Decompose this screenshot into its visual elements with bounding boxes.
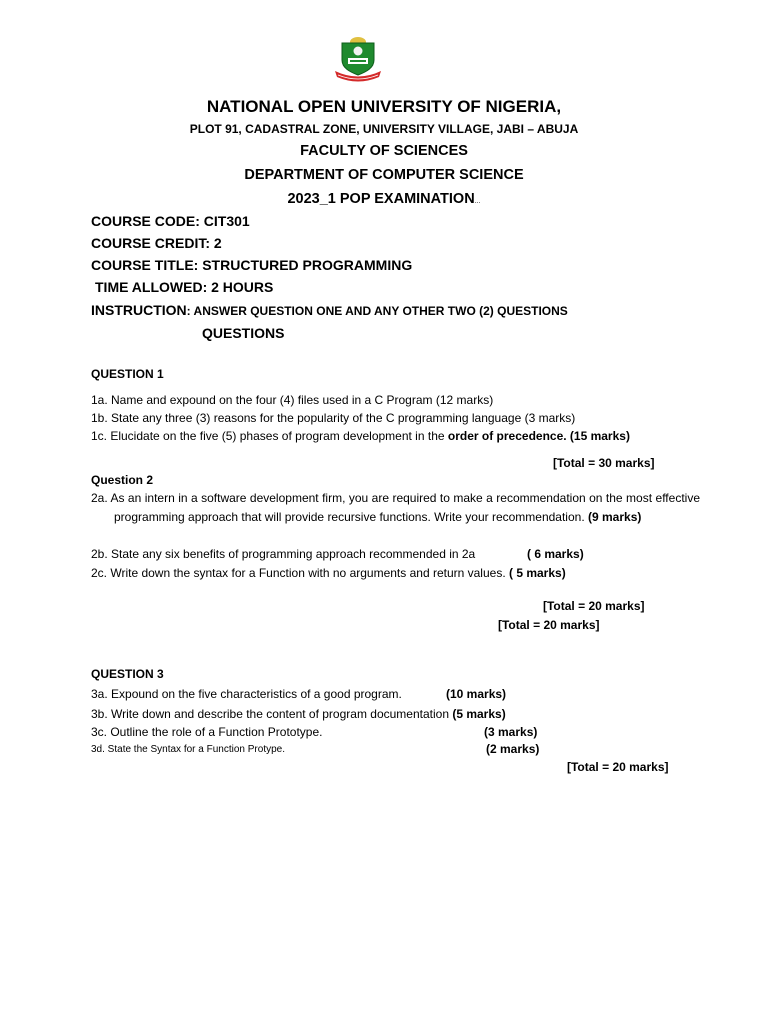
- question-1b: 1b. State any three (3) reasons for the popularity of the C programming language (3 marks): [91, 411, 576, 425]
- course-code: COURSE CODE: CIT301: [91, 213, 250, 229]
- question-2b: 2b. State any six benefits of programming approach recommended in 2a: [91, 547, 476, 561]
- question-1-heading: QUESTION 1: [91, 367, 164, 381]
- question-2-total-repeat: [Total = 20 marks]: [498, 618, 600, 632]
- question-3c: 3c. Outline the role of a Function Prototype.: [91, 725, 323, 739]
- university-address: PLOT 91, CADASTRAL ZONE, UNIVERSITY VILLAGE, JABI – ABUJA: [189, 122, 579, 136]
- question-2b-marks: ( 6 marks): [527, 547, 584, 561]
- question-3c-marks: (3 marks): [484, 725, 538, 739]
- course-credit: COURSE CREDIT: 2: [91, 235, 222, 251]
- question-3b: 3b. Write down and describe the content of program documentation (5 marks): [91, 707, 506, 721]
- department-name: DEPARTMENT OF COMPUTER SCIENCE: [244, 167, 524, 183]
- question-1-total: [Total = 30 marks]: [553, 456, 655, 470]
- faculty-name: FACULTY OF SCIENCES: [300, 143, 468, 159]
- question-2-total: [Total = 20 marks]: [543, 599, 645, 613]
- question-3-total: [Total = 20 marks]: [567, 760, 669, 774]
- course-title: COURSE TITLE: STRUCTURED PROGRAMMING: [91, 257, 413, 273]
- question-3a: 3a. Expound on the five characteristics of a good program.: [91, 687, 402, 701]
- instruction: INSTRUCTION: ANSWER QUESTION ONE AND ANY OTHER TWO (2) QUESTIONS: [91, 302, 568, 318]
- question-2a: 2a. As an intern in a software development firm, you are required to make a recommendation on the most effective programming approach that will provide recursive functions. Write your recommendation. (9 marks): [91, 491, 700, 524]
- question-2-heading: Question 2: [91, 473, 154, 487]
- question-3d: 3d. State the Syntax for a Function Protype.: [91, 744, 285, 755]
- exam-title: 2023_1 POP EXAMINATION...: [287, 191, 481, 207]
- question-3a-marks: (10 marks): [446, 687, 507, 701]
- questions-heading: QUESTIONS: [202, 325, 285, 341]
- university-logo: [331, 34, 385, 82]
- university-name: NATIONAL OPEN UNIVERSITY OF NIGERIA,: [206, 97, 562, 116]
- question-2c: 2c. Write down the syntax for a Function with no arguments and return values. ( 5 marks): [91, 566, 566, 580]
- question-3d-marks: (2 marks): [486, 742, 540, 756]
- time-allowed: TIME ALLOWED: 2 HOURS: [95, 279, 274, 295]
- question-1c: 1c. Elucidate on the five (5) phases of program development in the order of precedence. (15 marks): [91, 429, 630, 443]
- question-1a: 1a. Name and expound on the four (4) files used in a C Program (12 marks): [91, 393, 494, 407]
- question-3-heading: QUESTION 3: [91, 667, 164, 681]
